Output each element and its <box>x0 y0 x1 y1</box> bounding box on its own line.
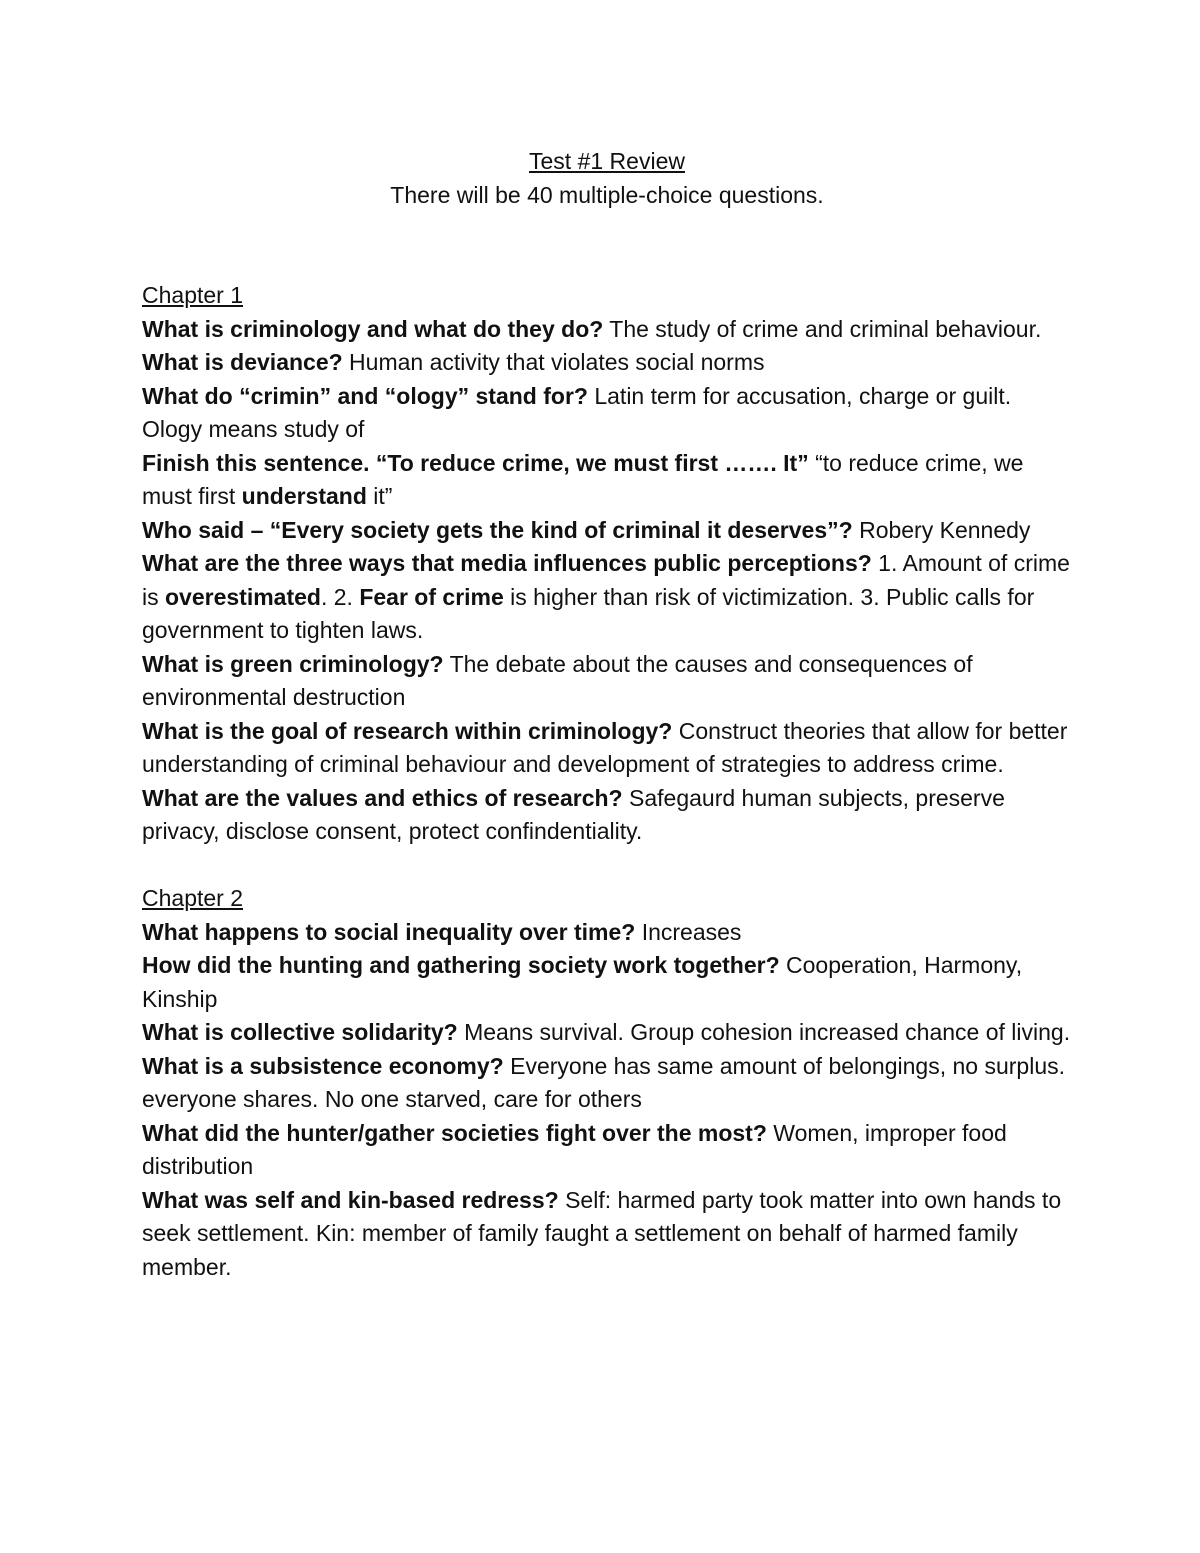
answer-text: Human activity that violates social norms <box>342 349 765 375</box>
document-body <box>142 145 1072 1284</box>
qa-item <box>142 447 1072 514</box>
qa-item <box>142 1050 1072 1117</box>
answer-text: 1. Amount of crime is <box>142 550 1070 610</box>
answer-text: The debate about the causes and consequences of environmental destruction <box>142 650 973 710</box>
answer-text: “to reduce crime, we must first <box>142 449 1024 509</box>
document-title: Test #1 Review <box>529 148 685 174</box>
answer-text: Latin term for accusation, charge or guilt. Ology means study of <box>142 382 1012 442</box>
answer-text: . 2. <box>320 583 360 610</box>
chapter-1-section <box>142 279 1072 849</box>
chapter-2-section <box>142 882 1072 1284</box>
qa-item <box>142 380 1072 447</box>
qa-item <box>142 648 1072 715</box>
answer-text: Women, improper food distribution <box>142 1119 1007 1179</box>
question-text: What is deviance? <box>142 349 343 375</box>
question-text: What is criminology and what do they do? <box>142 315 604 342</box>
qa-item <box>142 346 1072 380</box>
answer-text: Safegaurd human subjects, preserve privacy, disclose consent, protect confindentiality. <box>142 784 1005 844</box>
qa-item <box>142 715 1072 782</box>
question-text: What happens to social inequality over time? <box>142 918 636 945</box>
qa-item <box>142 514 1072 548</box>
question-text: Who said – “Every society gets the kind of criminal it deserves”? <box>142 516 853 543</box>
answer-text: Construct theories that allow for better understanding of criminal behaviour and development of strategies to address crime. <box>142 717 1068 777</box>
answer-text: Increases <box>635 918 742 945</box>
answer-emphasis: overestimated <box>165 583 321 610</box>
answer-text: Robery Kennedy <box>852 516 1031 543</box>
qa-item <box>142 782 1072 849</box>
answer-text: Means survival. Group cohesion increased chance of living. <box>457 1019 1071 1045</box>
question-text: What did the hunter/gather societies fight over the most? <box>142 1119 767 1146</box>
qa-item <box>142 949 1072 1016</box>
answer-text: Self: harmed party took matter into own hands to seek settlement. Kin: member of family faught a settlement on behalf of harmed family member. <box>142 1186 1062 1280</box>
chapter-2-heading: Chapter 2 <box>142 885 244 911</box>
question-text: What is green criminology? <box>142 650 444 677</box>
answer-text: Everyone has same amount of belongings, no surplus. everyone shares. No one starved, care for others <box>142 1052 1065 1112</box>
chapter-1-heading: Chapter 1 <box>142 282 244 308</box>
qa-item <box>142 313 1072 347</box>
question-text: What is the goal of research within criminology? <box>142 717 673 744</box>
question-text: How did the hunting and gathering society work together? <box>142 952 780 978</box>
section-spacer <box>142 849 1072 883</box>
question-text: What are the values and ethics of research? <box>142 784 623 811</box>
answer-emphasis: understand <box>241 483 367 509</box>
qa-item <box>142 1184 1072 1285</box>
section-spacer <box>142 212 1072 279</box>
question-text: What is a subsistence economy? <box>142 1052 504 1079</box>
qa-item <box>142 1117 1072 1184</box>
question-text: What was self and kin-based redress? <box>142 1186 559 1213</box>
qa-item <box>142 916 1072 950</box>
answer-text: is higher than risk of victimization. 3. Public calls for government to tighten laws. <box>142 583 1035 643</box>
answer-text: Cooperation, Harmony, Kinship <box>142 952 1023 1012</box>
answer-emphasis: Fear of crime <box>359 583 504 610</box>
qa-item <box>142 1016 1072 1050</box>
question-text: Finish this sentence. “To reduce crime, we must first ……. It” <box>142 449 809 476</box>
answer-text: The study of crime and criminal behaviour. <box>603 315 1042 342</box>
answer-text: it” <box>366 483 393 509</box>
question-text: What are the three ways that media influences public perceptions? <box>142 550 872 576</box>
question-text: What do “crimin” and “ology” stand for? <box>142 382 588 409</box>
question-text: What is collective solidarity? <box>142 1019 458 1045</box>
document-subtitle: There will be 40 multiple-choice questions. <box>390 181 824 208</box>
qa-item <box>142 547 1072 648</box>
